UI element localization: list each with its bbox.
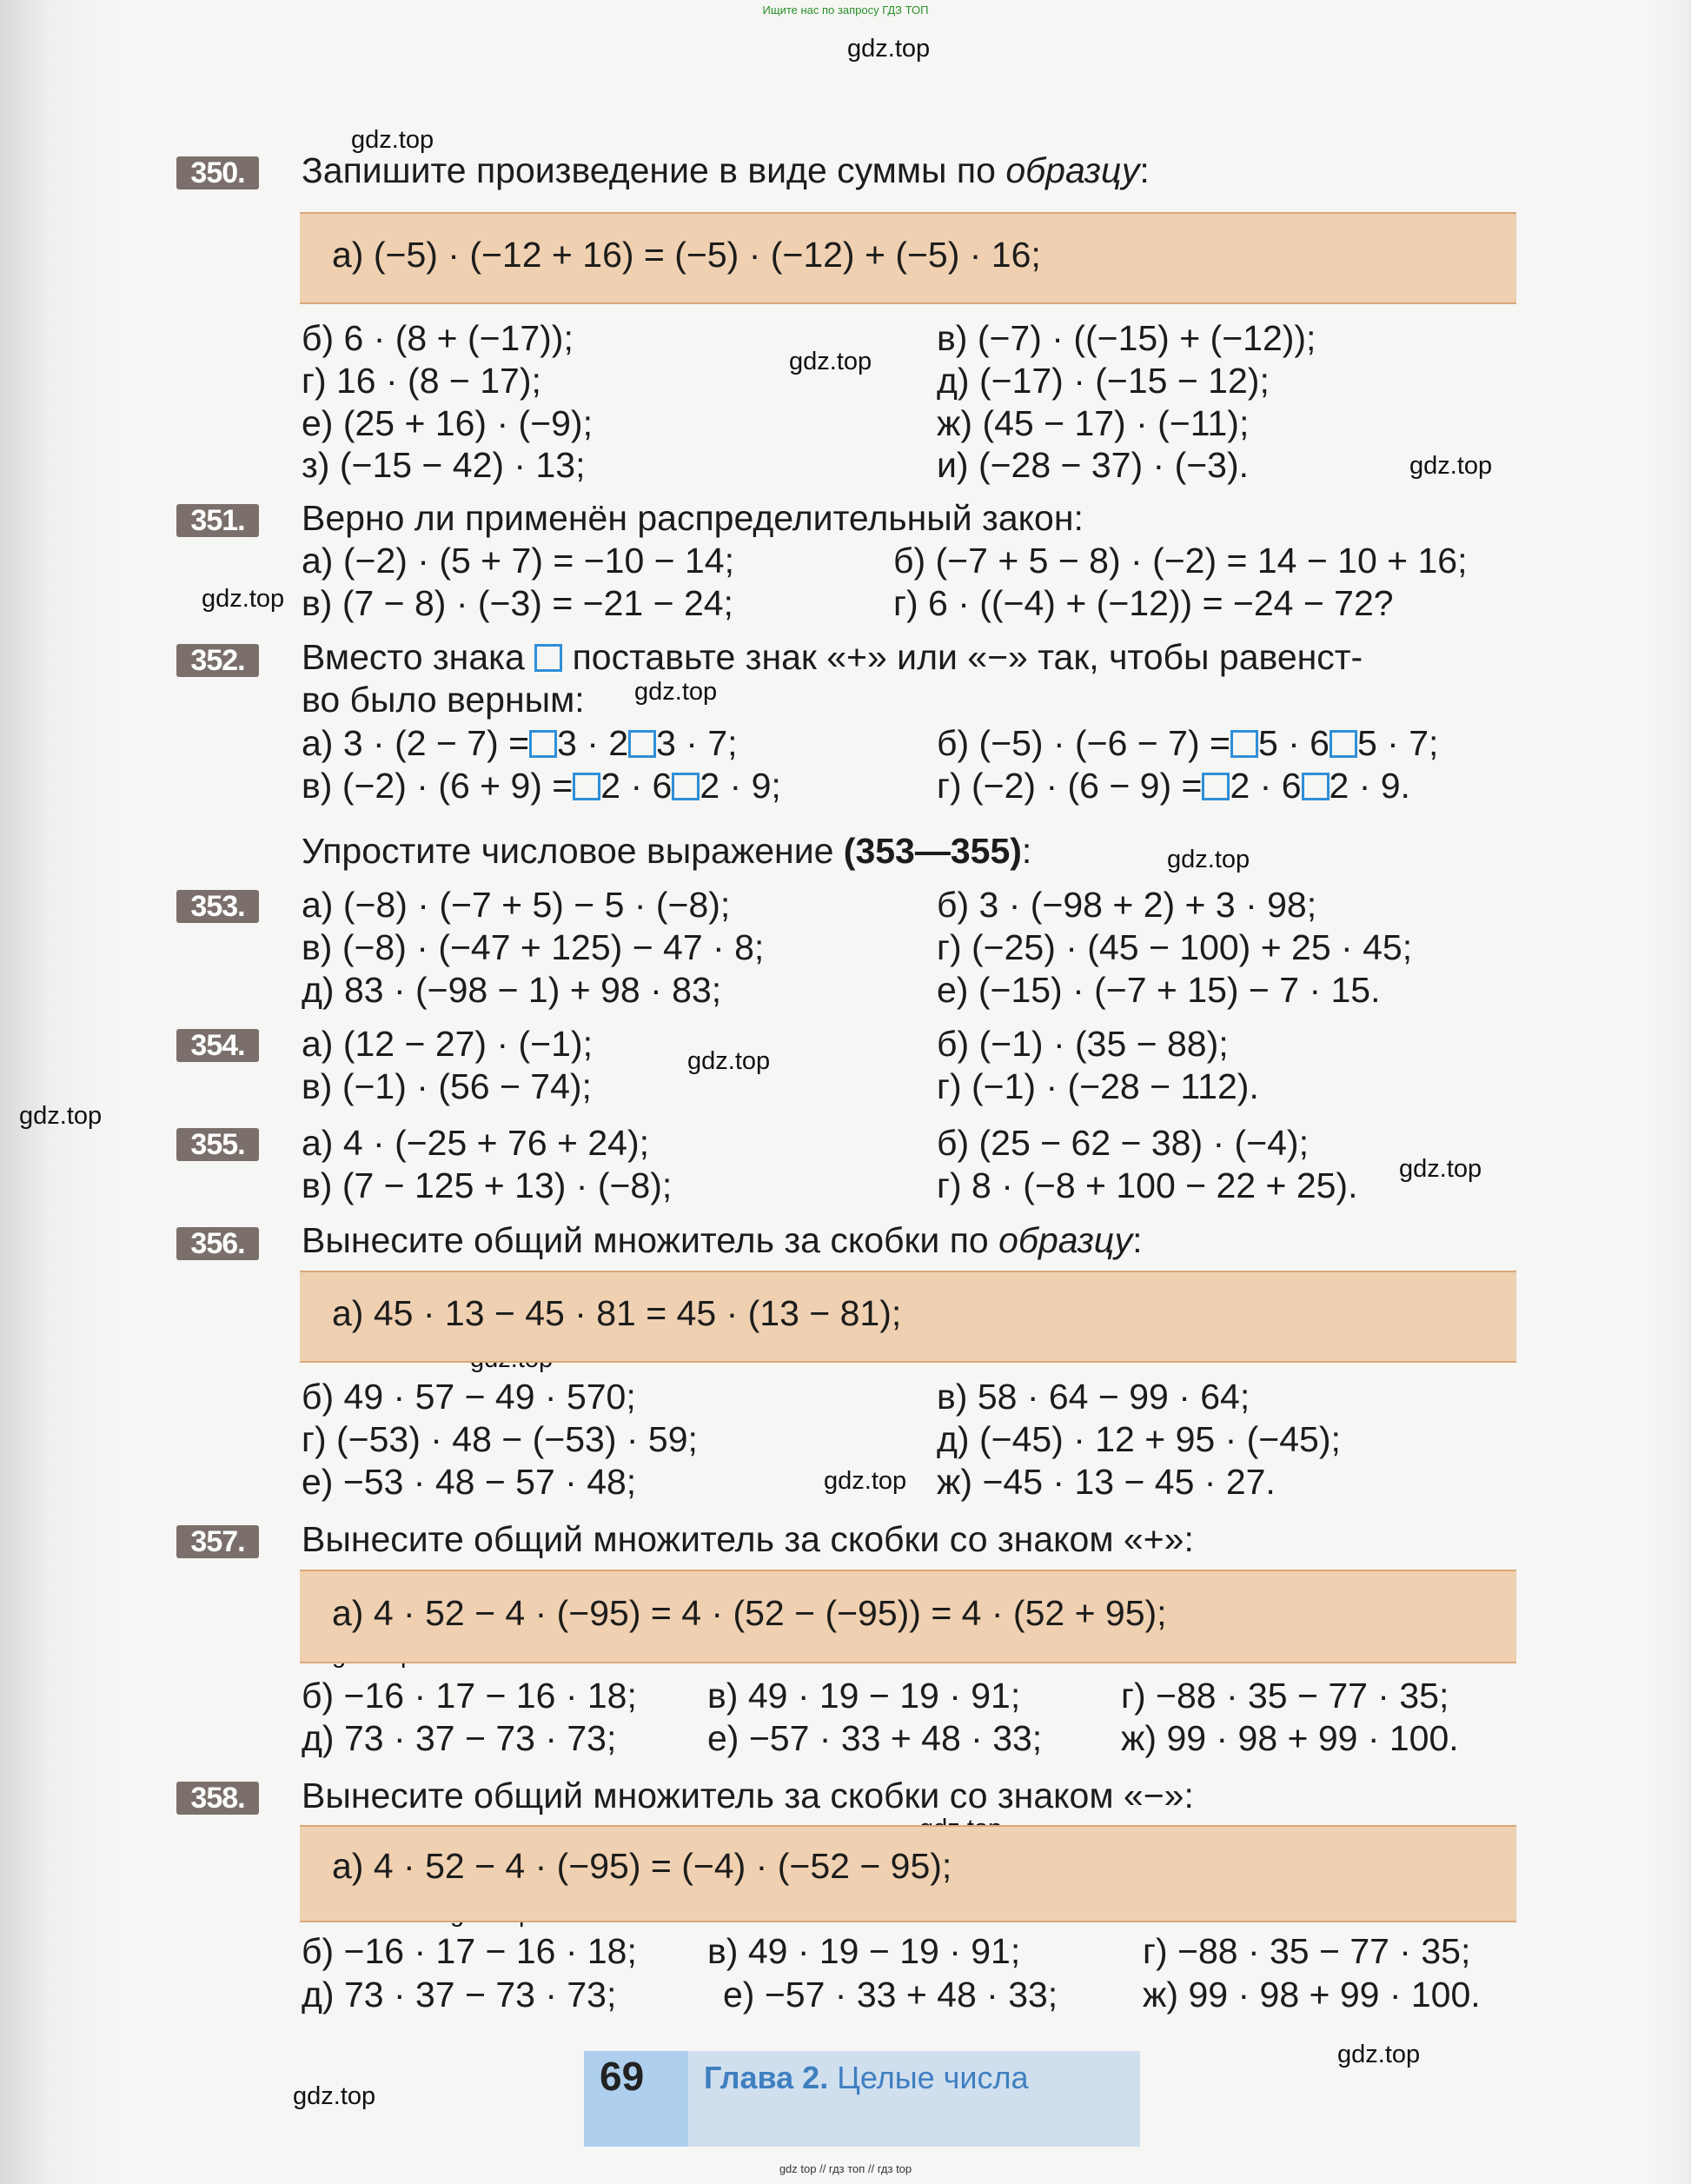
task-356-lead: Вынесите общий множитель за скобки по образцу: — [302, 1220, 1143, 1260]
watermark: gdz.top — [824, 1467, 907, 1495]
task-354-item: в) (−1) · (56 − 74); — [302, 1066, 592, 1106]
task-351-item: б) (−7 + 5 − 8) · (−2) = 14 − 10 + 16; — [893, 541, 1468, 581]
page-number: 69 — [600, 2054, 645, 2099]
task-358-item: е) −57 · 33 + 48 · 33; — [723, 1975, 1058, 2015]
task-356-item: в) 58 · 64 − 99 · 64; — [937, 1377, 1250, 1417]
task-354-item: а) (12 − 27) · (−1); — [302, 1024, 593, 1064]
empty-box-icon — [672, 773, 700, 800]
watermark: gdz.top — [1399, 1155, 1482, 1183]
task-356-item: е) −53 · 48 − 57 · 48; — [302, 1462, 637, 1502]
empty-box-icon — [1202, 773, 1230, 800]
task-number-354: 354. — [176, 1029, 259, 1062]
task-358-example: а) 4 · 52 − 4 · (−95) = (−4) · (−52 − 95); — [332, 1846, 952, 1886]
task-356-example: а) 45 · 13 − 45 · 81 = 45 · (13 − 81); — [332, 1293, 902, 1333]
empty-box-icon — [529, 730, 557, 758]
empty-box-icon — [1330, 730, 1357, 758]
task-357-item: г) −88 · 35 − 77 · 35; — [1121, 1676, 1449, 1716]
task-number-358: 358. — [176, 1782, 259, 1815]
task-number-353: 353. — [176, 890, 259, 923]
top-banner: Ищите нас по запросу ГДЗ ТОП — [762, 3, 929, 17]
task-358-item: в) 49 · 19 − 19 · 91; — [707, 1931, 1021, 1971]
empty-box-icon — [1230, 730, 1258, 758]
empty-box-icon — [628, 730, 656, 758]
task-357-example: а) 4 · 52 − 4 · (−95) = 4 · (52 − (−95)) = 4 · (52 + 95); — [332, 1593, 1167, 1633]
watermark: gdz.top — [634, 678, 718, 706]
task-351-item: в) (7 − 8) · (−3) = −21 − 24; — [302, 583, 733, 623]
empty-box-icon — [573, 773, 600, 800]
task-355-item: г) 8 · (−8 + 100 − 22 + 25). — [937, 1165, 1358, 1205]
task-number-351: 351. — [176, 504, 259, 537]
task-352-item-g: г) (−2) · (6 − 9) = 2 · 6 2 · 9. — [937, 766, 1410, 806]
watermark: gdz.top — [351, 126, 434, 154]
task-355-item: б) (25 − 62 − 38) · (−4); — [937, 1123, 1309, 1163]
watermark: gdz.top — [19, 1102, 103, 1130]
task-358-lead: Вынесите общий множитель за скобки со знаком «−»: — [302, 1776, 1194, 1816]
task-351-item: г) 6 · ((−4) + (−12)) = −24 − 72? — [893, 583, 1394, 623]
task-352-item-v: в) (−2) · (6 + 9) = 2 · 6 2 · 9; — [302, 766, 781, 806]
task-352-lead-cont: во было верным: — [302, 680, 585, 720]
task-352-item-b: б) (−5) · (−6 − 7) = 5 · 6 5 · 7; — [937, 723, 1439, 763]
task-350-item: д) (−17) · (−15 − 12); — [937, 361, 1270, 401]
task-358-item: ж) 99 · 98 + 99 · 100. — [1143, 1975, 1481, 2015]
task-358-item: г) −88 · 35 − 77 · 35; — [1143, 1931, 1471, 1971]
watermark: gdz.top — [293, 2082, 376, 2110]
bottom-banner: gdz top // гдз топ // гдз top — [779, 2162, 912, 2175]
task-350-item: е) (25 + 16) · (−9); — [302, 403, 593, 443]
task-350-item: з) (−15 − 42) · 13; — [302, 445, 586, 485]
watermark: gdz.top — [847, 35, 931, 63]
empty-box-icon — [1302, 773, 1330, 800]
task-350-item: и) (−28 − 37) · (−3). — [937, 445, 1250, 485]
watermark: gdz.top — [1167, 846, 1250, 873]
task-350-item: в) (−7) · ((−15) + (−12)); — [937, 318, 1316, 358]
task-353-item: д) 83 · (−98 − 1) + 98 · 83; — [302, 970, 722, 1010]
task-350-item: г) 16 · (8 − 17); — [302, 361, 541, 401]
task-number-357: 357. — [176, 1525, 259, 1558]
task-350-item: ж) (45 − 17) · (−11); — [937, 403, 1250, 443]
task-357-lead: Вынесите общий множитель за скобки со знаком «+»: — [302, 1519, 1194, 1559]
task-357-item: б) −16 · 17 − 16 · 18; — [302, 1676, 637, 1716]
task-357-item: ж) 99 · 98 + 99 · 100. — [1121, 1718, 1459, 1758]
task-352-lead: Вместо знака поставьте знак «+» или «−» так, чтобы равенст- — [302, 637, 1363, 677]
task-356-item: г) (−53) · 48 − (−53) · 59; — [302, 1419, 698, 1459]
task-353-item: б) 3 · (−98 + 2) + 3 · 98; — [937, 885, 1317, 925]
watermark: gdz.top — [1337, 2041, 1421, 2068]
task-354-item: г) (−1) · (−28 − 112). — [937, 1066, 1259, 1106]
task-350-example: а) (−5) · (−12 + 16) = (−5) · (−12) + (−5) · 16; — [332, 235, 1041, 275]
task-number-356: 356. — [176, 1227, 259, 1260]
task-355-item: в) (7 − 125 + 13) · (−8); — [302, 1165, 673, 1205]
task-351-item: а) (−2) · (5 + 7) = −10 − 14; — [302, 541, 734, 581]
task-356-item: д) (−45) · 12 + 95 · (−45); — [937, 1419, 1341, 1459]
task-353-item: г) (−25) · (45 − 100) + 25 · 45; — [937, 927, 1413, 967]
watermark: gdz.top — [202, 585, 285, 613]
watermark: gdz.top — [687, 1047, 771, 1075]
task-351-lead: Верно ли применён распределительный закон: — [302, 498, 1084, 538]
task-353-item: в) (−8) · (−47 + 125) − 47 · 8; — [302, 927, 765, 967]
task-352-item-a: а) 3 · (2 − 7) = 3 · 2 3 · 7; — [302, 723, 738, 763]
task-357-item: д) 73 · 37 − 73 · 73; — [302, 1718, 617, 1758]
task-353-item: а) (−8) · (−7 + 5) − 5 · (−8); — [302, 885, 731, 925]
empty-box-icon — [534, 644, 562, 672]
task-350-item: б) 6 · (8 + (−17)); — [302, 318, 574, 358]
task-number-352: 352. — [176, 644, 259, 677]
task-number-350: 350. — [176, 156, 259, 189]
task-350-lead: Запишите произведение в виде суммы по образцу: — [302, 150, 1150, 190]
task-353-item: е) (−15) · (−7 + 15) − 7 · 15. — [937, 970, 1381, 1010]
task-number-355: 355. — [176, 1128, 259, 1161]
task-358-item: б) −16 · 17 − 16 · 18; — [302, 1931, 637, 1971]
task-356-item: ж) −45 · 13 − 45 · 27. — [937, 1462, 1276, 1502]
watermark: gdz.top — [789, 348, 872, 375]
task-357-item: е) −57 · 33 + 48 · 33; — [707, 1718, 1043, 1758]
chapter-title: Глава 2. Целые числа — [704, 2060, 1029, 2095]
task-358-item: д) 73 · 37 − 73 · 73; — [302, 1975, 617, 2015]
watermark: gdz.top — [1409, 452, 1493, 480]
task-356-item: б) 49 · 57 − 49 · 570; — [302, 1377, 636, 1417]
task-354-item: б) (−1) · (35 − 88); — [937, 1024, 1229, 1064]
task-355-item: а) 4 · (−25 + 76 + 24); — [302, 1123, 649, 1163]
task-357-item: в) 49 · 19 − 19 · 91; — [707, 1676, 1021, 1716]
simplify-heading: Упростите числовое выражение (353—355): — [302, 831, 1032, 871]
